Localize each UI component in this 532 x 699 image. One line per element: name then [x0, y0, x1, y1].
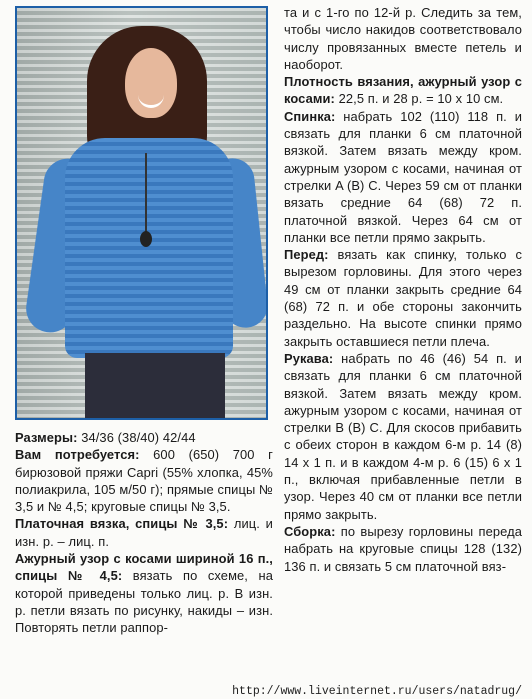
sizes-label: Размеры: [15, 430, 78, 445]
lace-paragraph [15, 550, 273, 636]
materials-paragraph [15, 446, 273, 515]
sleeve-paragraph [284, 350, 522, 523]
sleeve-value: набрать по 46 (46) 54 п. и связать для планки 6 см платочной вязкой. Затем вязать между кром. ажурным узором с косами, начиная от стрелки B (B) C. Для скосов прибавить с обеих сторон в каждом 6-м р. 14 (8) 14 х 1 п. и в каждом 4-м р. 6 (15) 6 х 1 п., включая прибавленные петли в узор. Через 40 см от планки все петли прямо закрыть. [284, 350, 522, 522]
assembly-label: Сборка: [284, 523, 336, 539]
source-url: http://www.liveinternet.ru/users/natadrug/ [232, 685, 522, 698]
materials-value: 600 (650) 700 г бирюзовой пряжи Capri (55% хлопка, 45% полиакрила, 105 м/50 г); прямые спицы № 3,5 и № 4,5; круговые спицы № 3,5. [15, 447, 273, 515]
pendant-necklace [145, 153, 147, 233]
back-paragraph [284, 108, 522, 246]
lace-label: Ажурный узор с косами шириной 16 п., спицы № 4,5: [15, 551, 273, 584]
continuation-paragraph: та и с 1-го по 12-й р. Следить за тем, чтобы число накидов соответствовало числу провязанных вместе петель и наоборот. [284, 5, 522, 72]
gauge-paragraph [284, 73, 522, 108]
front-label: Перед: [284, 247, 329, 263]
front-paragraph [284, 246, 522, 350]
jeans [85, 353, 225, 420]
sizes-paragraph [15, 429, 273, 446]
gauge-label: Плотность вязания, ажурный узор с косами: [284, 74, 522, 107]
right-text-column [284, 4, 522, 575]
back-value: набрать 102 (110) 118 п. и связать для планки 6 см платочной вязкой. Затем вязать между кром. ажурным узором с косами, начиная от стрелки A (B) C. Через 59 см от планки вязать средние 64 (68) 72 п. платочной вязкой. Через 64 см от планки все петли прямо закрыть. [284, 108, 522, 245]
left-text-column [15, 429, 273, 637]
garter-label: Платочная вязка, спицы № 3,5: [15, 516, 229, 532]
garter-value: лиц. и изн. р. – лиц. п. [15, 516, 273, 549]
lace-value: вязать по схеме, на которой приведены только лиц. р. В изн. р. петли вязать по рисунку, накиды – изн. Повторять петли раппор- [15, 568, 273, 636]
assembly-paragraph [284, 523, 522, 575]
sleeve-label: Рукава: [284, 350, 334, 366]
front-value: вязать как спинку, только с вырезом горловины. Для этого через 49 см от планки закрыть средние 64 (68) 72 п. и обе стороны закончить раздельно. На высоте спинки прямо закрыть оставшиеся петли плеча. [284, 247, 522, 349]
assembly-value: по вырезу горловины переда набрать на круговые спицы 128 (132) 136 п. и связать 5 см платочной вяз- [284, 523, 522, 574]
garter-paragraph [15, 515, 273, 550]
model-photo [15, 6, 268, 420]
gauge-value: 22,5 п. и 28 р. = 10 х 10 см. [334, 91, 504, 107]
sizes-value: 34/36 (38/40) 42/44 [77, 430, 196, 445]
materials-label: Вам потребуется: [15, 447, 140, 463]
back-label: Спинка: [284, 108, 336, 124]
sweater [65, 138, 233, 358]
